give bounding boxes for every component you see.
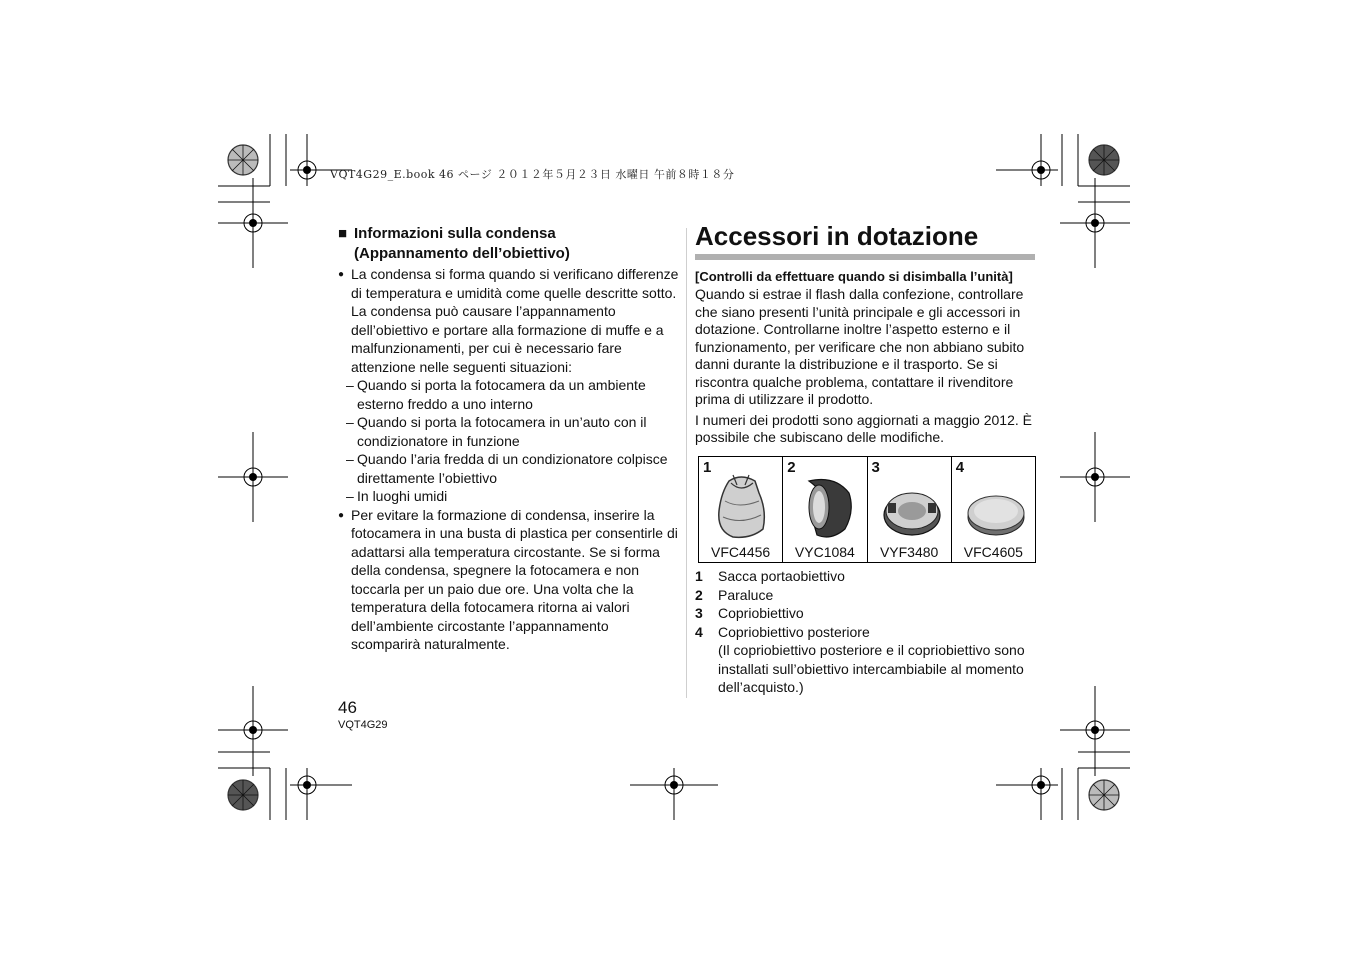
lens-cap-icon <box>880 471 944 543</box>
accessory-code: VYC1084 <box>794 544 855 560</box>
section-body <box>338 265 680 654</box>
dash-icon: – <box>346 414 354 430</box>
bullet-icon: ● <box>338 269 345 280</box>
document-code: VQT4G29 <box>338 719 388 731</box>
item-label: Sacca portaobiettivo <box>718 568 845 584</box>
unpacking-paragraph: Quando si estrae il flash dalla confezione, controllare che siano presenti l’unità principale e gli accessori in dotazione. Controllarne inoltre l’aspetto esterno e il funzionamento, per verificare che non abbiano subito danni durante la distribuzione e il trasporto. Se si riscontra qualche problema, contattare il rivenditore prima di utilizzare il prodotto. <box>695 286 1025 407</box>
item-number: 4 <box>695 623 703 640</box>
item-label: Copriobiettivo <box>718 605 804 621</box>
dash-item <box>338 376 680 413</box>
square-marker-icon: ■ <box>338 225 348 242</box>
unpacking-subheading: [Controlli da effettuare quando si disimballa l’unità] <box>695 269 1013 284</box>
accessories-table <box>698 456 1036 563</box>
accessory-number: 3 <box>871 459 880 476</box>
bullet-text: La condensa si forma quando si verificano differenze di temperatura e umidità come quelle descritte sotto. La condensa può causare l’appannamento dell’obiettivo e portare alla formazione di muffe e a malfunzionamenti, per cui è necessario fare attenzione nelle seguenti situazioni: <box>351 266 679 375</box>
section-title <box>338 224 680 244</box>
item-label: Paraluce <box>718 586 774 603</box>
item-number: 1 <box>695 568 703 584</box>
dash-text: Quando si porta la fotocamera in un’auto con il condizionatore in funzione <box>357 414 647 449</box>
list-item <box>695 567 1035 586</box>
dash-text: In luoghi umidi <box>357 488 448 504</box>
dash-icon: – <box>346 451 354 467</box>
lens-pouch-icon <box>711 471 771 543</box>
dash-icon: – <box>346 488 354 504</box>
rear-lens-cap-icon <box>964 471 1028 543</box>
dash-item <box>338 487 680 506</box>
lens-hood-icon <box>795 471 855 543</box>
product-numbers-note: I numeri dei prodotti sono aggiornati a maggio 2012. È possibile che subiscano delle modifiche. <box>695 411 1032 445</box>
bullet-text: Per evitare la formazione di condensa, inserire la fotocamera in una busta di plastica per consentirle di adattarsi alla temperatura circostante. Se si forma della condensa, spegnere la fotocamera e non toccarla per un paio due ore. Una volta che la temperatura della fotocamera ritorna ai valori dell’ambiente circostante l’appannamento scomparirà naturalmente. <box>351 506 678 652</box>
column-divider <box>686 228 687 698</box>
bullet-item <box>338 265 680 376</box>
accessory-number: 2 <box>787 459 796 476</box>
accessory-cell <box>783 457 867 562</box>
section-title-continued <box>338 244 680 264</box>
accessory-number: 4 <box>955 459 965 476</box>
dash-icon: – <box>346 377 354 393</box>
dash-text: Quando si porta la fotocamera da un ambiente esterno freddo a uno interno <box>357 377 646 412</box>
bullet-icon: ● <box>338 509 345 521</box>
dash-text: Quando l’aria fredda di un condizionatore colpisce direttamente l’obiettivo <box>357 451 668 486</box>
accessory-code: VFC4456 <box>711 544 771 560</box>
bullet-item <box>338 506 680 654</box>
item-number: 3 <box>695 605 703 621</box>
dash-item <box>338 413 680 450</box>
accessories-section <box>695 220 1040 447</box>
item-label: Copriobiettivo posteriore <box>718 623 870 640</box>
title-rule <box>695 254 1035 260</box>
accessory-code: VYF3480 <box>879 544 939 560</box>
item-number: 2 <box>695 586 703 603</box>
accessory-cell <box>868 457 952 562</box>
accessories-list <box>695 567 1035 697</box>
section-title-line-2: (Appannamento dell’obiettivo) <box>354 245 570 262</box>
installation-note: (Il copriobiettivo posteriore e il copriobiettivo sono installati sull’obiettivo intercambiabile al momento dell’acquisto.) <box>718 642 1025 695</box>
list-item <box>695 586 1035 605</box>
accessory-code: VFC4605 <box>963 544 1023 560</box>
print-header: VQT4G29_E.book 46 ページ ２０１２年５月２３日 水曜日 午前８時１８分 <box>330 168 735 181</box>
accessory-cell <box>699 457 783 562</box>
list-item <box>695 604 1035 623</box>
condensation-section <box>338 224 680 654</box>
dash-item <box>338 450 680 487</box>
accessory-cell <box>952 457 1035 562</box>
page-number: 46 <box>338 698 357 717</box>
page-title: Accessori in dotazione <box>695 221 979 251</box>
list-item <box>695 623 1035 642</box>
section-title-line-1: Informazioni sulla condensa <box>354 225 556 242</box>
accessory-number: 1 <box>703 459 712 476</box>
